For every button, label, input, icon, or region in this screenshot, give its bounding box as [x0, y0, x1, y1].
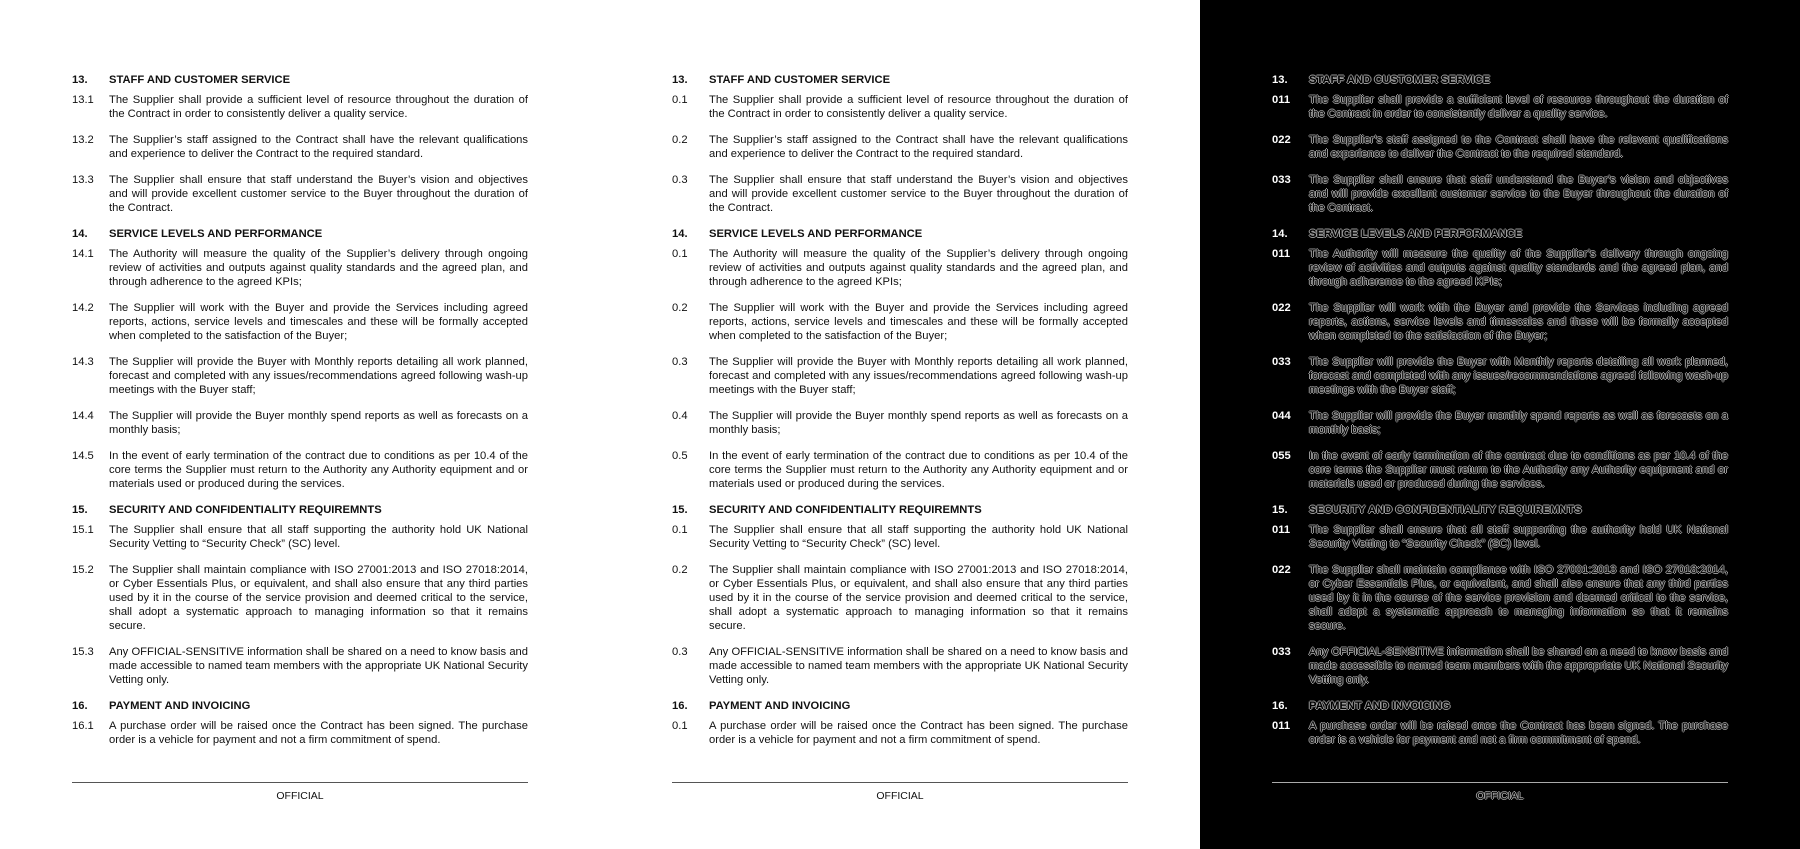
clause — [672, 523, 1128, 551]
section-heading — [1272, 503, 1728, 517]
page-panel-renumbered — [600, 0, 1200, 849]
clause — [72, 523, 528, 551]
clause — [1272, 301, 1728, 343]
clause-number: 14.5 — [72, 450, 94, 462]
clause-text: A purchase order will be raised once the Contract has been signed. The purchase order is a vehicle for payment and not a firm commitment of spend. — [109, 720, 528, 746]
footer-rule — [1272, 782, 1728, 783]
clause — [72, 93, 528, 121]
clause — [672, 409, 1128, 437]
section-number: 14. — [672, 228, 688, 240]
clause — [72, 449, 528, 491]
clause-number: 0.5 — [672, 450, 688, 462]
section-title: SECURITY AND CONFIDENTIALITY REQUIREMNTS — [109, 504, 382, 516]
section-title: STAFF AND CUSTOMER SERVICE — [1309, 74, 1491, 86]
clause — [1272, 449, 1728, 491]
section-number: 13. — [1272, 74, 1288, 86]
clause-number: 0.4 — [672, 410, 688, 422]
clause — [672, 301, 1128, 343]
page-body — [672, 73, 1128, 747]
clause-text: In the event of early termination of the contract due to conditions as per 10.4 of the core terms the Supplier must return to the Authority any Authority equipment and or materials used or produced during the services. — [1309, 450, 1728, 490]
section-title: SECURITY AND CONFIDENTIALITY REQUIREMNTS — [1309, 504, 1582, 516]
clause-text: Any OFFICIAL-SENSITIVE information shall be shared on a need to know basis and made accessible to named team members with the appropriate UK National Security Vetting only. — [709, 646, 1128, 686]
section-heading — [1272, 73, 1728, 87]
clause — [72, 719, 528, 747]
section-number: 16. — [1272, 700, 1288, 712]
clause — [1272, 645, 1728, 687]
section-heading — [672, 73, 1128, 87]
clause — [672, 719, 1128, 747]
clause-text: The Authority will measure the quality of the Supplier’s delivery through ongoing review of activities and outputs against quality standards and the agreed plan, and through adherence to the agreed KPIs; — [1309, 248, 1728, 288]
section-heading — [672, 699, 1128, 713]
section-number: 16. — [72, 700, 88, 712]
section-title: STAFF AND CUSTOMER SERVICE — [109, 74, 291, 86]
clause-text: The Supplier shall ensure that staff understand the Buyer’s vision and objectives and will provide excellent customer service to the Buyer throughout the duration of the Contract. — [1309, 174, 1728, 214]
clause-number: 055 — [1272, 450, 1291, 462]
clause-text: The Supplier shall ensure that staff understand the Buyer’s vision and objectives and will provide excellent customer service to the Buyer throughout the duration of the Contract. — [709, 174, 1128, 214]
clause — [72, 355, 528, 397]
clause — [1272, 93, 1728, 121]
section-title: STAFF AND CUSTOMER SERVICE — [709, 74, 891, 86]
clause-text: The Supplier’s staff assigned to the Contract shall have the relevant qualifications and experience to deliver the Contract to the required standard. — [1309, 134, 1728, 160]
section-number: 15. — [72, 504, 88, 516]
clause-number: 0.3 — [672, 646, 688, 658]
clause — [72, 173, 528, 215]
clause-number: 033 — [1272, 646, 1291, 658]
clause — [672, 563, 1128, 633]
clause-number: 0.1 — [672, 720, 688, 732]
section-title: SERVICE LEVELS AND PERFORMANCE — [109, 228, 323, 240]
clause-text: Any OFFICIAL-SENSITIVE information shall be shared on a need to know basis and made accessible to named team members with the appropriate UK National Security Vetting only. — [109, 646, 528, 686]
clause-text: The Supplier’s staff assigned to the Contract shall have the relevant qualifications and experience to deliver the Contract to the required standard. — [709, 134, 1128, 160]
clause-number: 0.1 — [672, 248, 688, 260]
clause-number: 14.4 — [72, 410, 94, 422]
clause-number: 0.1 — [672, 524, 688, 536]
clause-text: The Supplier shall provide a sufficient level of resource throughout the duration of the Contract in order to consistently deliver a quality service. — [1309, 94, 1728, 120]
section-number: 15. — [1272, 504, 1288, 516]
section-title: PAYMENT AND INVOICING — [109, 700, 251, 712]
clause-number: 011 — [1272, 94, 1291, 106]
clause-number: 0.2 — [672, 302, 688, 314]
footer-rule — [72, 782, 528, 783]
clause-number: 16.1 — [72, 720, 94, 732]
clause-text: A purchase order will be raised once the Contract has been signed. The purchase order is a vehicle for payment and not a firm commitment of spend. — [1309, 720, 1728, 746]
footer-label: OFFICIAL — [876, 790, 924, 802]
clause — [72, 301, 528, 343]
clause-number: 022 — [1272, 302, 1291, 314]
clause-text: The Supplier will work with the Buyer and provide the Services including agreed reports, actions, service levels and timescales and these will be formally accepted when completed to the satisfaction of the Buyer; — [1309, 302, 1728, 342]
section-title: PAYMENT AND INVOICING — [1309, 700, 1451, 712]
clause-text: The Supplier shall provide a sufficient level of resource throughout the duration of the Contract in order to consistently deliver a quality service. — [109, 94, 528, 120]
footer-label: OFFICIAL — [276, 790, 324, 802]
clause-number: 033 — [1272, 356, 1291, 368]
section-number: 15. — [672, 504, 688, 516]
section-number: 13. — [672, 74, 688, 86]
section-number: 14. — [1272, 228, 1288, 240]
clause-number: 0.3 — [672, 174, 688, 186]
clause-number: 011 — [1272, 248, 1291, 260]
section-title: PAYMENT AND INVOICING — [709, 700, 851, 712]
section-heading — [72, 503, 528, 517]
clause-number: 14.3 — [72, 356, 94, 368]
clause — [72, 247, 528, 289]
clause — [1272, 523, 1728, 551]
clause-text: The Authority will measure the quality of the Supplier’s delivery through ongoing review of activities and outputs against quality standards and the agreed plan, and through adherence to the agreed KPIs; — [109, 248, 528, 288]
section-heading — [1272, 699, 1728, 713]
clause — [672, 247, 1128, 289]
section-heading — [72, 227, 528, 241]
page-body — [72, 73, 528, 747]
clause-text: The Supplier’s staff assigned to the Contract shall have the relevant qualifications and experience to deliver the Contract to the required standard. — [109, 134, 528, 160]
footer-label: OFFICIAL — [1476, 790, 1524, 802]
clause-number: 0.2 — [672, 564, 688, 576]
clause — [72, 563, 528, 633]
clause-text: The Supplier will provide the Buyer monthly spend reports as well as forecasts on a monthly basis; — [709, 410, 1128, 436]
section-heading — [72, 699, 528, 713]
page-panel-diff — [1200, 0, 1800, 849]
clause-text: A purchase order will be raised once the Contract has been signed. The purchase order is a vehicle for payment and not a firm commitment of spend. — [709, 720, 1128, 746]
clause-text: The Supplier shall maintain compliance with ISO 27001:2013 and ISO 27018:2014, or Cyber Essentials Plus, or equivalent, and shall also ensure that any third parties used by it in the course of the service provision and deemed critical to the service, shall adopt a systematic approach to managing information so that it remains secure. — [109, 564, 528, 632]
clause-text: In the event of early termination of the contract due to conditions as per 10.4 of the core terms the Supplier must return to the Authority any Authority equipment and or materials used or produced during the services. — [109, 450, 528, 490]
clause-number: 022 — [1272, 564, 1291, 576]
clause — [672, 645, 1128, 687]
clause — [1272, 133, 1728, 161]
clause-number: 033 — [1272, 174, 1291, 186]
clause — [1272, 173, 1728, 215]
clause — [1272, 719, 1728, 747]
clause — [672, 93, 1128, 121]
clause-text: The Supplier will provide the Buyer with Monthly reports detailing all work planned, forecast and completed with any issues/recommendations agreed following wash-up meetings with the Buyer staff; — [1309, 356, 1728, 396]
section-title: SECURITY AND CONFIDENTIALITY REQUIREMNTS — [709, 504, 982, 516]
section-heading — [72, 73, 528, 87]
clause-number: 022 — [1272, 134, 1291, 146]
clause-text: The Supplier shall ensure that all staff supporting the authority hold UK National Security Vetting to “Security Check” (SC) level. — [1309, 524, 1728, 550]
clause-text: The Supplier shall ensure that all staff supporting the authority hold UK National Security Vetting to “Security Check” (SC) level. — [709, 524, 1128, 550]
clause — [72, 645, 528, 687]
clause-text: The Authority will measure the quality of the Supplier’s delivery through ongoing review of activities and outputs against quality standards and the agreed plan, and through adherence to the agreed KPIs; — [709, 248, 1128, 288]
clause — [1272, 409, 1728, 437]
clause-number: 15.2 — [72, 564, 94, 576]
page-body — [1272, 73, 1728, 747]
section-heading — [1272, 227, 1728, 241]
clause — [72, 133, 528, 161]
clause-text: The Supplier will provide the Buyer with Monthly reports detailing all work planned, forecast and completed with any issues/recommendations agreed following wash-up meetings with the Buyer staff; — [709, 356, 1128, 396]
clause — [1272, 247, 1728, 289]
clause-number: 011 — [1272, 720, 1291, 732]
clause-number: 044 — [1272, 410, 1291, 422]
clause-text: Any OFFICIAL-SENSITIVE information shall be shared on a need to know basis and made accessible to named team members with the appropriate UK National Security Vetting only. — [1309, 646, 1728, 686]
section-number: 13. — [72, 74, 88, 86]
footer-rule — [672, 782, 1128, 783]
clause-text: The Supplier shall provide a sufficient level of resource throughout the duration of the Contract in order to consistently deliver a quality service. — [709, 94, 1128, 120]
section-number: 14. — [72, 228, 88, 240]
clause-number: 15.3 — [72, 646, 94, 658]
section-heading — [672, 227, 1128, 241]
clause-number: 0.2 — [672, 134, 688, 146]
section-number: 16. — [672, 700, 688, 712]
clause-number: 011 — [1272, 524, 1291, 536]
section-title: SERVICE LEVELS AND PERFORMANCE — [1309, 228, 1523, 240]
clause-text: The Supplier will provide the Buyer monthly spend reports as well as forecasts on a monthly basis; — [1309, 410, 1728, 436]
clause-text: The Supplier will provide the Buyer with Monthly reports detailing all work planned, forecast and completed with any issues/recommendations agreed following wash-up meetings with the Buyer staff; — [109, 356, 528, 396]
page-panel-original — [0, 0, 600, 849]
clause-text: The Supplier will provide the Buyer monthly spend reports as well as forecasts on a monthly basis; — [109, 410, 528, 436]
clause-number: 15.1 — [72, 524, 94, 536]
clause-number: 13.1 — [72, 94, 94, 106]
clause — [672, 449, 1128, 491]
clause-number: 14.2 — [72, 302, 94, 314]
clause-number: 0.3 — [672, 356, 688, 368]
clause-text: In the event of early termination of the contract due to conditions as per 10.4 of the core terms the Supplier must return to the Authority any Authority equipment and or materials used or produced during the services. — [709, 450, 1128, 490]
clause-number: 0.1 — [672, 94, 688, 106]
clause-text: The Supplier shall ensure that staff understand the Buyer’s vision and objectives and will provide excellent customer service to the Buyer throughout the duration of the Contract. — [109, 174, 528, 214]
clause-text: The Supplier will work with the Buyer and provide the Services including agreed reports, actions, service levels and timescales and these will be formally accepted when completed to the satisfaction of the Buyer; — [709, 302, 1128, 342]
clause-text: The Supplier will work with the Buyer and provide the Services including agreed reports, actions, service levels and timescales and these will be formally accepted when completed to the satisfaction of the Buyer; — [109, 302, 528, 342]
clause-text: The Supplier shall maintain compliance with ISO 27001:2013 and ISO 27018:2014, or Cyber Essentials Plus, or equivalent, and shall also ensure that any third parties used by it in the course of the service provision and deemed critical to the service, shall adopt a systematic approach to managing information so that it remains secure. — [709, 564, 1128, 632]
clause-number: 13.3 — [72, 174, 94, 186]
clause — [672, 133, 1128, 161]
section-title: SERVICE LEVELS AND PERFORMANCE — [709, 228, 923, 240]
clause-text: The Supplier shall maintain compliance with ISO 27001:2013 and ISO 27018:2014, or Cyber Essentials Plus, or equivalent, and shall also ensure that any third parties used by it in the course of the service provision and deemed critical to the service, shall adopt a systematic approach to managing information so that it remains secure. — [1309, 564, 1728, 632]
clause-text: The Supplier shall ensure that all staff supporting the authority hold UK National Security Vetting to “Security Check” (SC) level. — [109, 524, 528, 550]
clause-number: 13.2 — [72, 134, 94, 146]
clause — [672, 355, 1128, 397]
section-heading — [672, 503, 1128, 517]
clause — [672, 173, 1128, 215]
clause — [1272, 563, 1728, 633]
clause — [1272, 355, 1728, 397]
clause — [72, 409, 528, 437]
clause-number: 14.1 — [72, 248, 94, 260]
